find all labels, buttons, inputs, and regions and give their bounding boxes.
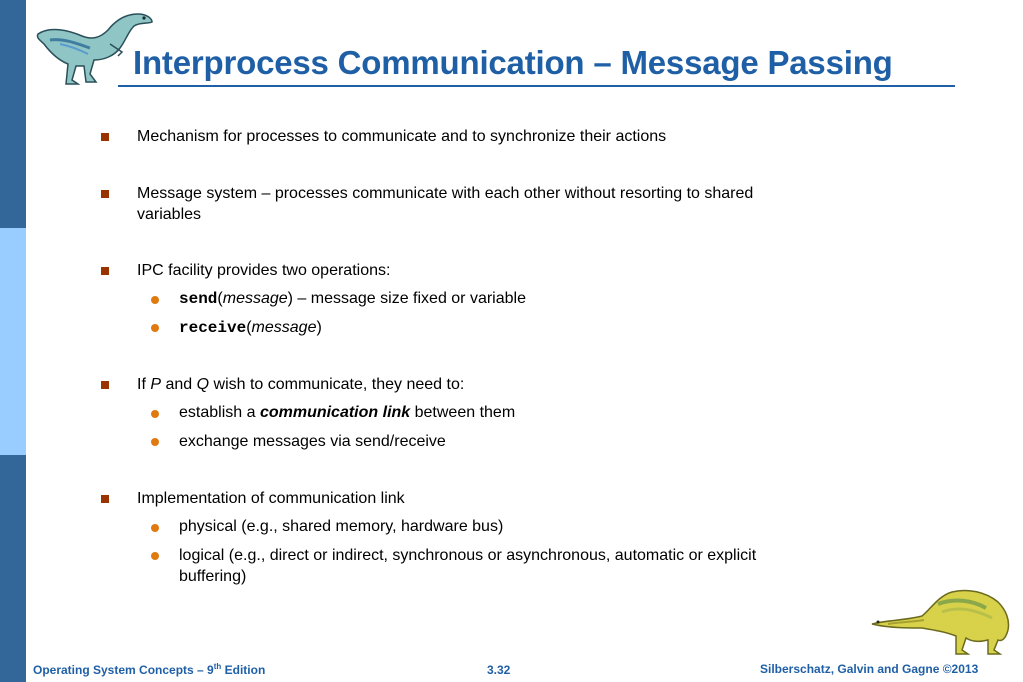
paren-close: ) [316,319,322,336]
square-bullet [101,190,109,198]
round-bullet [151,552,159,560]
var-q: Q [196,376,210,393]
round-bullet [151,410,159,418]
round-bullet [151,438,159,446]
bullet-text: Mechanism for processes to communicate and to synchronize their actions [137,128,667,145]
footer-title-text: Operating System Concepts – 9 [33,663,214,677]
dinosaur-icon [868,580,1018,656]
text-if: If [137,376,151,393]
footer-book-title [33,662,265,677]
square-bullet [101,267,109,275]
emphasis-communication-link: communication link [259,404,411,421]
text-and: and [161,376,197,393]
bullet-text-continued: variables [137,206,202,223]
square-bullet [101,495,109,503]
bullet-text: Implementation of communication link [137,490,405,507]
sub-bullet-physical: physical (e.g., shared memory, hardware bus) [179,518,504,535]
arg-message: message [251,319,317,336]
sidebar-segment-bottom [0,455,26,682]
round-bullet [151,524,159,532]
footer-edition: Edition [221,663,266,677]
sub-bullet-receive [179,318,322,338]
square-bullet [101,381,109,389]
code-receive: receive [179,319,247,337]
bullet-text: IPC facility provides two operations: [137,262,391,279]
sidebar-segment-top [0,0,26,228]
bullet-text: Message system – processes communicate with each other without resorting to shared [137,185,754,202]
title-underline [118,85,955,87]
sub-bullet-logical: logical (e.g., direct or indirect, synchronous or asynchronous, automatic or explicit [179,547,757,564]
round-bullet [151,296,159,304]
page-number: 3.32 [487,663,511,677]
paren-open: ( [217,290,223,307]
sub-bullet-exchange: exchange messages via send/receive [179,433,446,450]
sub-bullet-logical-continued: buffering) [179,568,247,585]
text-between: between them [410,404,516,421]
arg-message: message [222,290,288,307]
page-title: Interprocess Communication – Message Passing [133,44,893,81]
left-sidebar [0,0,26,682]
sub-bullet-send [179,289,526,309]
footer-authors: Silberschatz, Galvin and Gagne ©2013 [760,662,979,676]
var-p: P [150,376,162,393]
text-rest: wish to communicate, they need to: [209,376,465,393]
sub-bullet-establish [179,403,515,423]
paren-open: ( [246,319,252,336]
text-establish: establish a [179,404,260,421]
bullet-text [137,375,464,395]
square-bullet [101,133,109,141]
code-send: send [179,290,218,308]
round-bullet [151,324,159,332]
sidebar-segment-middle [0,228,26,455]
send-description: ) – message size fixed or variable [287,290,526,307]
footer-superscript: th [213,662,222,671]
